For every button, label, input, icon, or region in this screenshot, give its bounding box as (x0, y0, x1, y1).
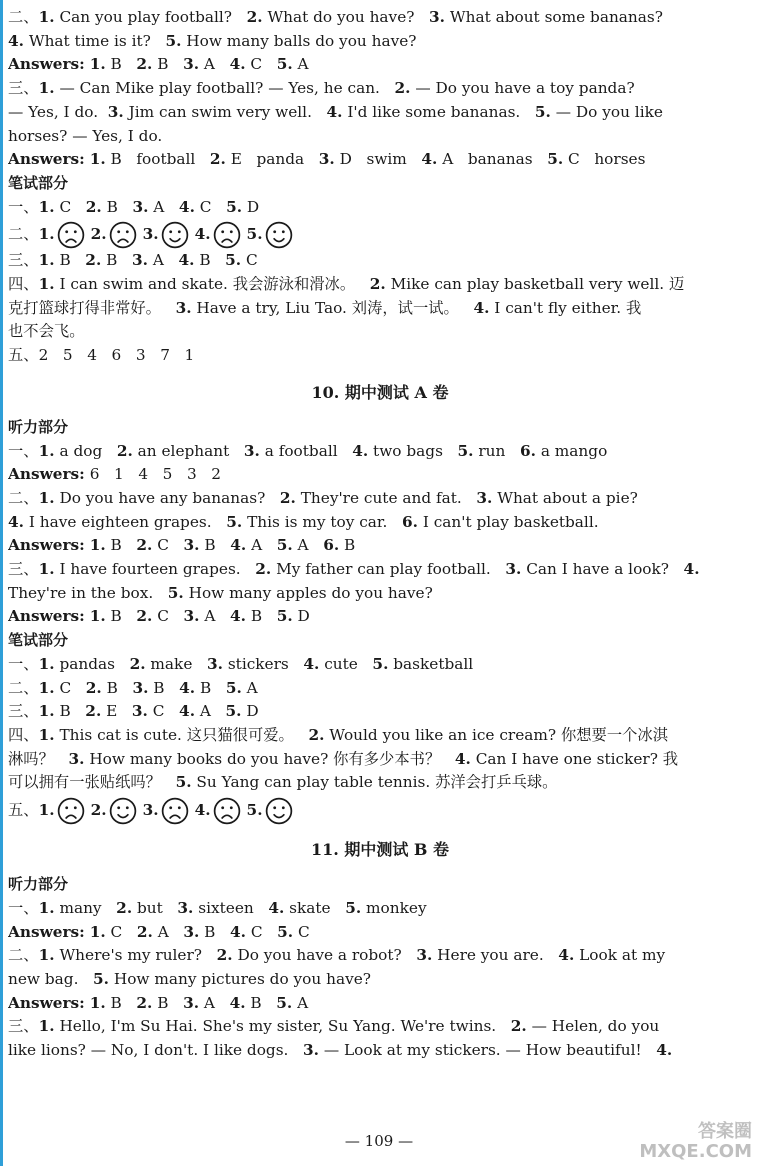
text-line: new bag. 5. How many pictures do you have? (8, 969, 371, 988)
text-line: 听力部分 (8, 417, 69, 436)
text-line: 三、1. Hello, I'm Su Hai. She's my sister, Su Yang. We're twins. 2. — Helen, do you (8, 1017, 660, 1036)
text-line: Answers: 1. B 2. C 3. B 4. A 5. A 6. B (8, 536, 356, 555)
faces-row-1 (8, 219, 752, 249)
text-line: 四、1. This cat is cute. 这只猫很可爱。 2. Would you like an ice cream? 你想要一个冰淇 (8, 725, 669, 744)
page-number: — 109 — (344, 1132, 414, 1150)
text-line: Answers: 1. B football 2. E panda 3. D swim 4. A bananas 5. C horses (8, 150, 646, 169)
text-line: 三、1. B 2. E 3. C 4. A 5. D (8, 702, 259, 721)
text-line: 一、1. C 2. B 3. A 4. C 5. D (8, 197, 260, 216)
text-line: 三、1. I have fourteen grapes. 2. My father can play football. 3. Can I have a look? 4. (8, 560, 700, 579)
smiley-face-icon (265, 221, 293, 249)
face-number: 2. (90, 801, 107, 820)
sad-face-icon (109, 221, 137, 249)
text-line: 克打篮球打得非常好。 3. Have a try, Liu Tao. 刘涛，试一试。 4. I can't fly either. 我 (8, 298, 642, 317)
text-line: 二、1. Can you play football? 2. What do you have? 3. What about some bananas? (8, 8, 663, 26)
text-line: 二、1. Do you have any bananas? 2. They're cute and fat. 3. What about a pie? (8, 488, 638, 507)
text-line: like lions? — No, I don't. I like dogs. 3. — Look at my stickers. — How beautiful! 4. (8, 1041, 673, 1060)
face-number: 3. (142, 801, 159, 820)
text-line: 笔试部分 (8, 173, 69, 192)
text-line: Answers: 1. B 2. C 3. A 4. B 5. D (8, 607, 310, 626)
smiley-face-icon (161, 221, 189, 249)
answer-page (8, 6, 752, 1063)
text-line: 也不会飞。 (8, 322, 85, 341)
face-number: 1. (38, 801, 55, 820)
faces-row-2 (8, 795, 752, 825)
sad-face-icon (213, 221, 241, 249)
faces-prefix: 二、 (8, 225, 39, 244)
watermark-logo: 答案圈 MXQE.COM (639, 1121, 752, 1162)
text-line: 三、1. — Can Mike play football? — Yes, he can. 2. — Do you have a toy panda? (8, 79, 635, 98)
text-line: Answers: 6 1 4 5 3 2 (8, 465, 222, 484)
block-unit9-end (8, 6, 752, 219)
smiley-face-icon (265, 797, 293, 825)
text-line: — Yes, I do. 3. Jim can swim very well. 4. I'd like some bananas. 5. — Do you like (8, 102, 663, 121)
face-number: 5. (246, 801, 263, 820)
text-line: horses? — Yes, I do. (8, 126, 163, 145)
text-line: They're in the box. 5. How many apples do you have? (8, 583, 433, 602)
face-number: 2. (90, 225, 107, 244)
text-line: 二、1. Where's my ruler? 2. Do you have a robot? 3. Here you are. 4. Look at my (8, 946, 666, 965)
text-line: Answers: 1. C 2. A 3. B 4. C 5. C (8, 922, 310, 941)
text-line: 可以拥有一张贴纸吗？ 5. Su Yang can play table tennis. 苏洋会打乒乓球。 (8, 773, 558, 792)
sad-face-icon (57, 221, 85, 249)
text-line: 一、1. a dog 2. an elephant 3. a football 4. two bags 5. run 6. a mango (8, 441, 608, 460)
face-number: 1. (38, 225, 55, 244)
face-number: 4. (194, 801, 211, 820)
face-number: 5. (246, 225, 263, 244)
text-line: Answers: 1. B 2. B 3. A 4. B 5. A (8, 993, 309, 1012)
text-line: 一、1. pandas 2. make 3. stickers 4. cute 5. basketball (8, 654, 474, 673)
text-line: Answers: 1. B 2. B 3. A 4. C 5. A (8, 55, 309, 74)
text-line: 笔试部分 (8, 631, 69, 650)
block-unit9-written (8, 249, 752, 368)
block-midterm-a (8, 416, 752, 795)
faces-prefix: 五、 (8, 801, 39, 820)
text-line: 4. I have eighteen grapes. 5. This is my toy car. 6. I can't play basketball. (8, 512, 599, 531)
text-line: 二、1. C 2. B 3. B 4. B 5. A (8, 678, 258, 697)
sad-face-icon (213, 797, 241, 825)
text-line: 一、1. many 2. but 3. sixteen 4. skate 5. monkey (8, 898, 427, 917)
section-title-midterm-b: 11. 期中测试 B 卷 (310, 840, 450, 860)
section-title-midterm-a: 10. 期中测试 A 卷 (311, 382, 449, 402)
sad-face-icon (57, 797, 85, 825)
block-midterm-b (8, 873, 752, 1063)
face-number: 4. (194, 225, 211, 244)
text-line: 五、2 5 4 6 3 7 1 (8, 346, 195, 365)
text-line: 听力部分 (8, 875, 69, 894)
text-line: 三、1. B 2. B 3. A 4. B 5. C (8, 251, 258, 270)
sad-face-icon (161, 797, 189, 825)
face-number: 3. (142, 225, 159, 244)
smiley-face-icon (109, 797, 137, 825)
text-line: 淋吗？ 3. How many books do you have? 你有多少本书？ 4. Can I have one sticker? 我 (8, 749, 679, 768)
text-line: 4. What time is it? 5. How many balls do you have? (8, 31, 417, 50)
left-margin-bar (0, 0, 3, 1166)
text-line: 四、1. I can swim and skate. 我会游泳和滑冰。 2. Mike can play basketball very well. 迈 (8, 275, 685, 294)
